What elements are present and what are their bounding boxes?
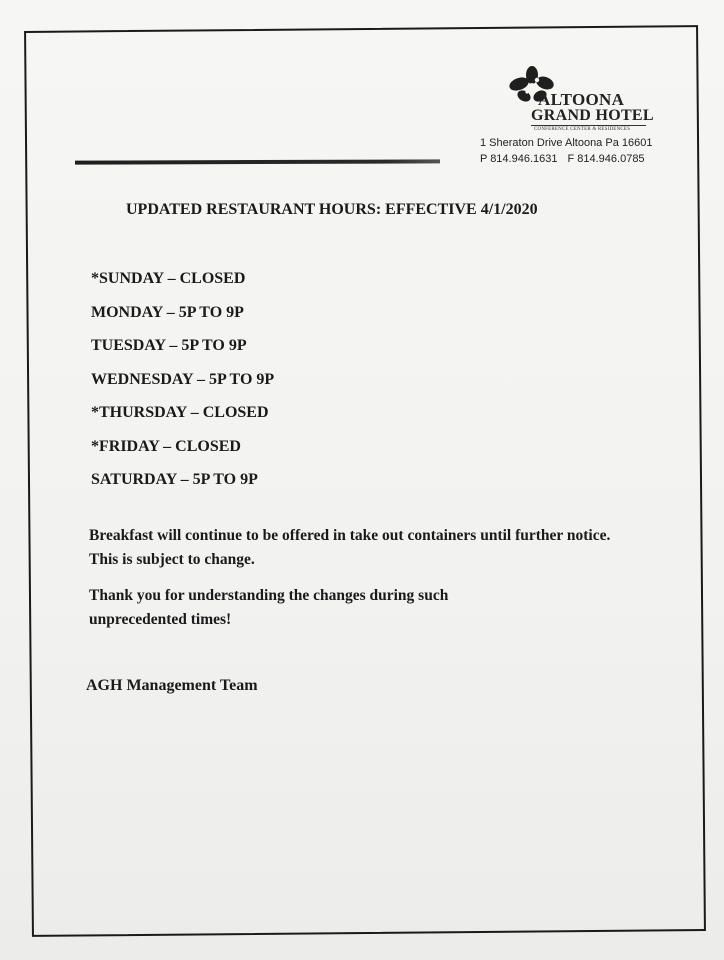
thank-you-note: Thank you for understanding the changes during such unprecedented times! bbox=[89, 587, 449, 628]
hours-tuesday: TUESDAY – 5P TO 9P bbox=[91, 337, 247, 354]
hours-list bbox=[91, 262, 274, 497]
hotel-logo bbox=[508, 66, 658, 136]
hours-monday: MONDAY – 5P TO 9P bbox=[91, 303, 244, 321]
signature: AGH Management Team bbox=[86, 677, 258, 694]
contact-numbers bbox=[480, 153, 645, 165]
logo-name-line2: GRAND HOTEL bbox=[531, 107, 654, 124]
hours-thursday: *THURSDAY – CLOSED bbox=[91, 404, 269, 421]
phone-number: P 814.946.1631 bbox=[480, 153, 558, 165]
hours-friday: *FRIDAY – CLOSED bbox=[91, 437, 241, 455]
hotel-address: 1 Sheraton Drive Altoona Pa 16601 bbox=[480, 137, 653, 149]
breakfast-note: Breakfast will continue to be offered in take out containers until further notice. This is subject to change. bbox=[89, 527, 611, 568]
logo-name-line1: ALTOONA bbox=[538, 90, 625, 109]
logo-divider bbox=[531, 125, 646, 126]
hours-sunday: *SUNDAY – CLOSED bbox=[91, 270, 246, 287]
logo-tagline: CONFERENCE CENTER & RESIDENCES bbox=[534, 127, 631, 132]
hours-saturday: SATURDAY – 5P TO 9P bbox=[91, 471, 258, 488]
hours-wednesday: WEDNESDAY – 5P TO 9P bbox=[91, 370, 275, 388]
fax-number: F 814.946.0785 bbox=[567, 153, 645, 165]
page-title: UPDATED RESTAURANT HOURS: EFFECTIVE 4/1/2020 bbox=[126, 201, 538, 218]
